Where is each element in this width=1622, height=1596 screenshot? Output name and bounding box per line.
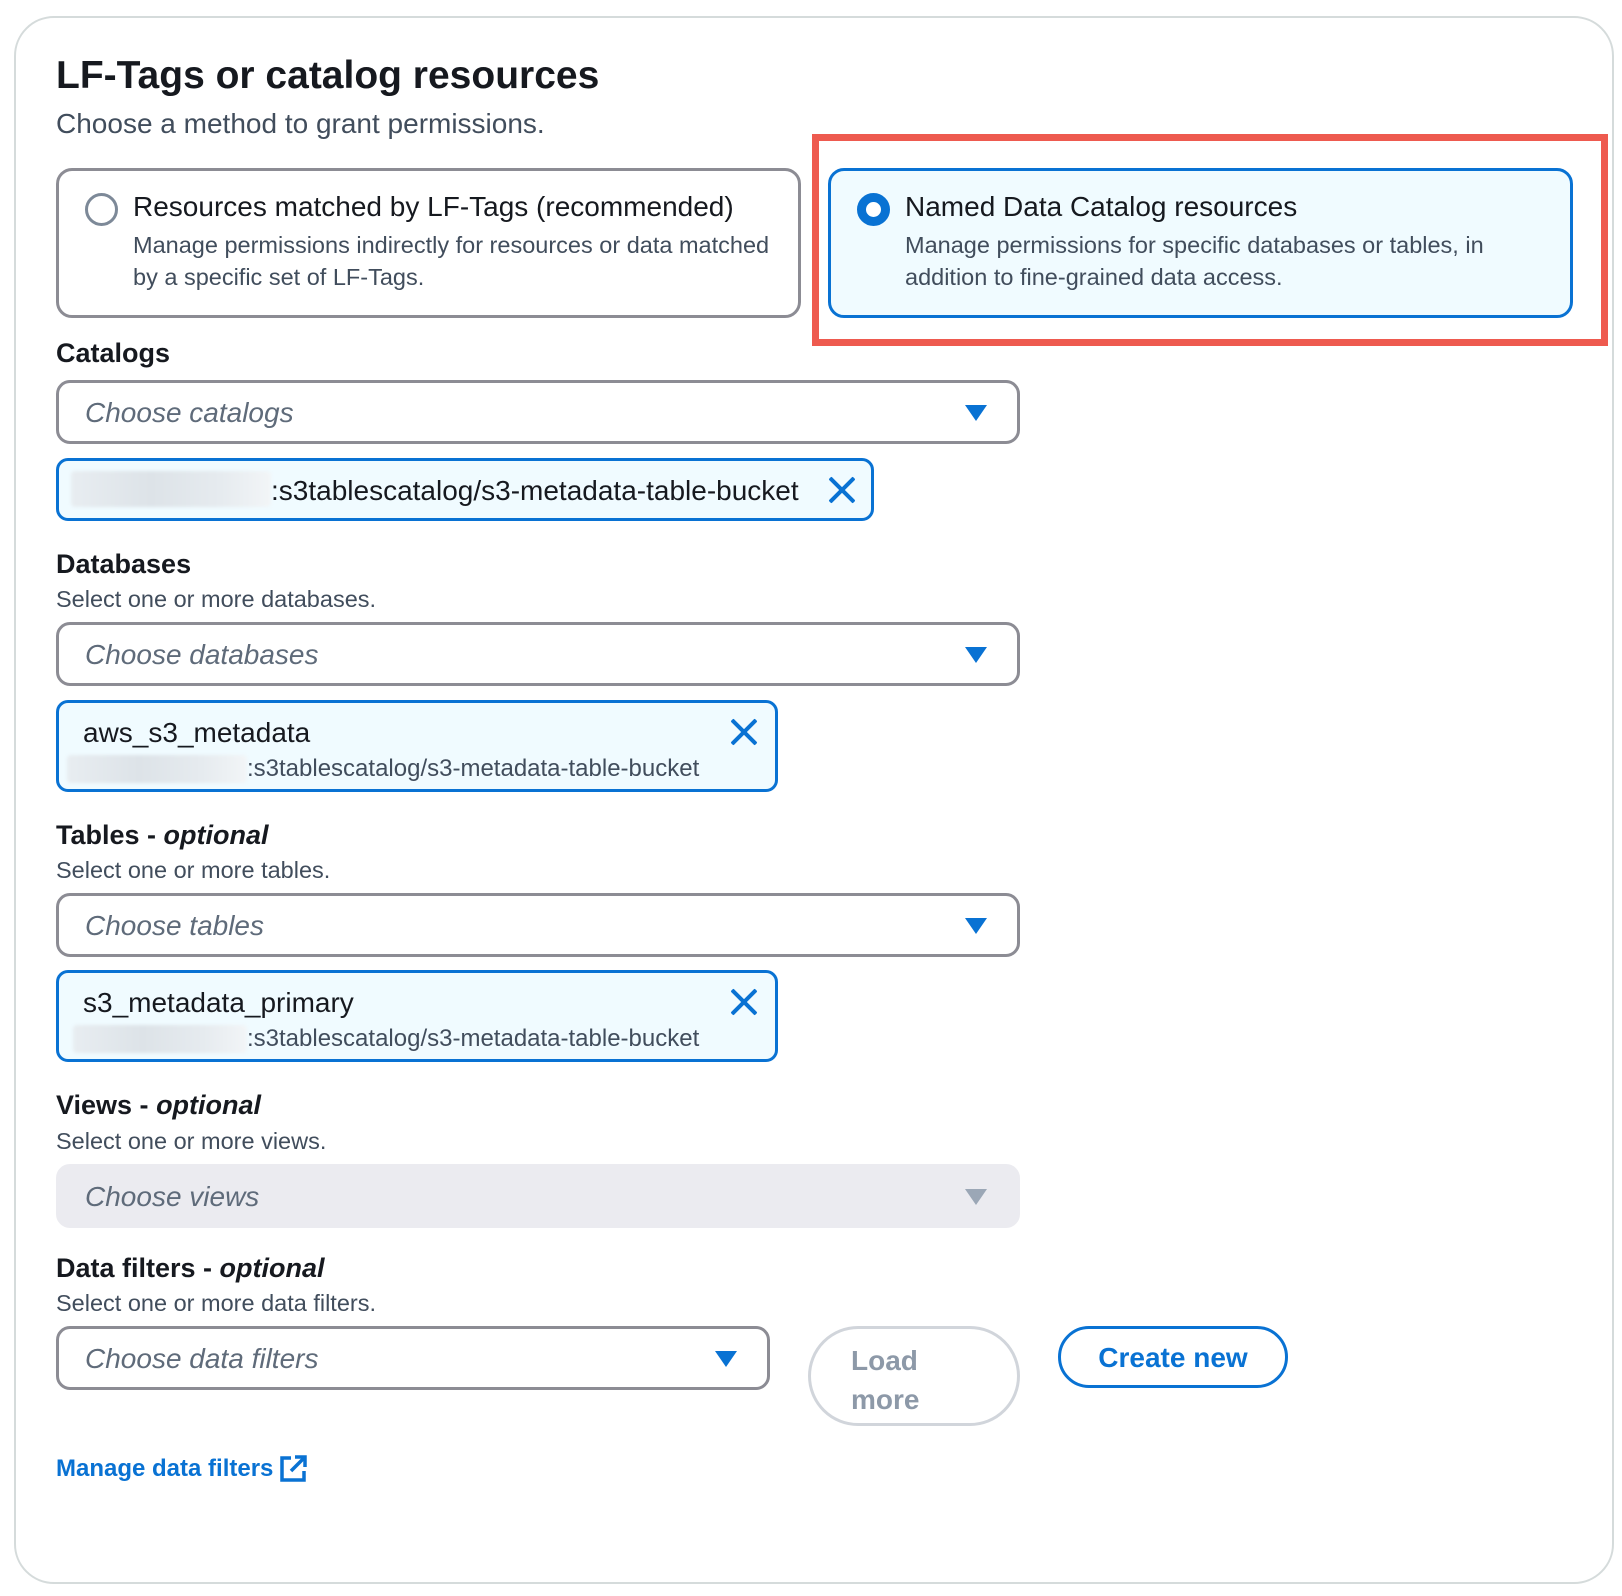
catalog-token-label: :s3tablescatalog/s3-metadata-table-bucket xyxy=(271,475,799,506)
method-title-lf-tags: Resources matched by LF-Tags (recommended) xyxy=(133,191,734,222)
databases-label: Databases xyxy=(56,549,192,579)
caret-down-icon xyxy=(715,1351,737,1367)
remove-database-icon[interactable] xyxy=(729,717,759,747)
data-filters-label: Data filters - optional xyxy=(56,1253,325,1283)
data-filters-select[interactable] xyxy=(56,1326,770,1390)
optional-label: optional xyxy=(156,1090,262,1120)
method-description-lf-tags: Manage permissions indirectly for resources or data matched by a specific set of LF-Tags. xyxy=(133,232,770,290)
radio-lf-tags[interactable] xyxy=(85,193,118,226)
redacted-account-id xyxy=(73,1025,247,1053)
create-new-button[interactable] xyxy=(1058,1326,1288,1388)
database-token-name: aws_s3_metadata xyxy=(83,717,311,748)
remove-catalog-icon[interactable] xyxy=(827,475,857,505)
highlight-box xyxy=(812,134,1608,346)
catalogs-placeholder: Choose catalogs xyxy=(85,397,294,428)
load-more-label: Load more xyxy=(851,1345,920,1415)
caret-down-icon xyxy=(965,918,987,934)
tables-select[interactable] xyxy=(56,893,1020,957)
tables-hint: Select one or more tables. xyxy=(56,857,331,883)
redacted-account-id xyxy=(67,755,247,783)
databases-placeholder: Choose databases xyxy=(85,639,319,670)
views-select xyxy=(56,1164,1020,1228)
databases-select[interactable] xyxy=(56,622,1020,686)
caret-down-icon xyxy=(965,1189,987,1205)
table-token xyxy=(56,970,778,1062)
database-token-catalog: :s3tablescatalog/s3-metadata-table-bucket xyxy=(247,755,700,782)
optional-label: optional xyxy=(219,1253,325,1283)
catalogs-select[interactable] xyxy=(56,380,1020,444)
section-title: LF-Tags or catalog resources xyxy=(56,54,600,97)
method-description-named-resources: Manage permissions for specific databases or tables, in addition to fine-grained data access. xyxy=(905,232,1484,290)
data-filters-placeholder: Choose data filters xyxy=(85,1343,319,1374)
redacted-account-id xyxy=(71,471,271,507)
create-new-label: Create new xyxy=(1098,1342,1248,1373)
tables-placeholder: Choose tables xyxy=(85,910,265,941)
tables-label: Tables - optional xyxy=(56,820,269,850)
load-more-button xyxy=(808,1326,1020,1426)
views-hint: Select one or more views. xyxy=(56,1128,327,1154)
views-placeholder: Choose views xyxy=(85,1181,260,1212)
data-filters-hint: Select one or more data filters. xyxy=(56,1290,377,1316)
external-link-icon[interactable] xyxy=(278,1454,308,1484)
catalogs-label: Catalogs xyxy=(56,338,171,368)
optional-label: optional xyxy=(163,820,269,850)
caret-down-icon xyxy=(965,647,987,663)
method-title-named-resources: Named Data Catalog resources xyxy=(905,191,1298,222)
views-label: Views - optional xyxy=(56,1090,262,1120)
databases-hint: Select one or more databases. xyxy=(56,586,377,612)
table-token-name: s3_metadata_primary xyxy=(83,987,354,1018)
database-token xyxy=(56,700,778,792)
remove-table-icon[interactable] xyxy=(729,987,759,1017)
table-token-catalog: :s3tablescatalog/s3-metadata-table-bucket xyxy=(247,1025,700,1052)
method-tile-lf-tags[interactable] xyxy=(56,168,801,318)
caret-down-icon xyxy=(965,405,987,421)
section-subtitle: Choose a method to grant permissions. xyxy=(56,108,545,139)
manage-data-filters-link[interactable]: Manage data filters xyxy=(56,1455,274,1482)
catalog-token xyxy=(56,458,874,521)
